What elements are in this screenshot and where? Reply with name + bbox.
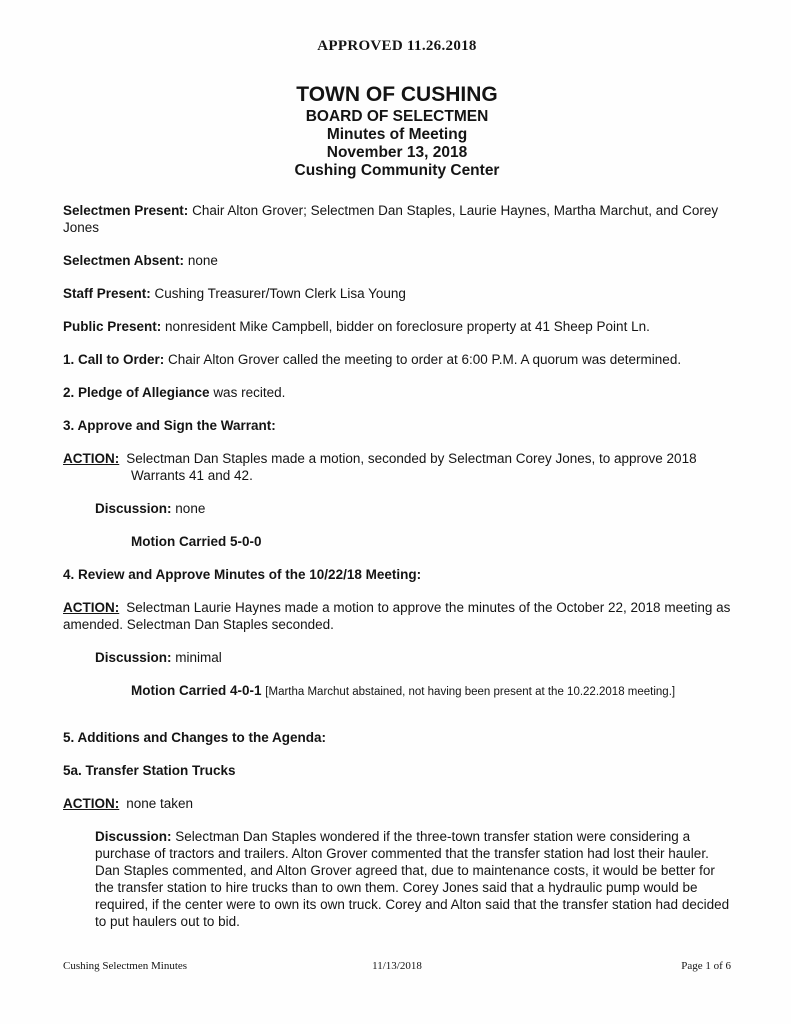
- item-5-heading: 5. Additions and Changes to the Agenda:: [63, 730, 327, 745]
- selectmen-present-paragraph: [63, 202, 731, 236]
- selectmen-present-label: Selectmen Present:: [63, 203, 189, 218]
- document-header: [63, 83, 731, 180]
- action-1-text: Selectman Dan Staples made a motion, seconded by Selectman Corey Jones, to approve 2018 Warrants 41 and 42.: [126, 451, 697, 483]
- discussion-1-label: Discussion:: [95, 501, 172, 516]
- item-3-heading: 3. Approve and Sign the Warrant:: [63, 418, 276, 433]
- selectmen-present-text: Chair Alton Grover; Selectmen Dan Staples, Laurie Haynes, Martha Marchut, and Corey Jones: [63, 203, 719, 235]
- footer-date: 11/13/2018: [372, 960, 422, 972]
- action-3-label: ACTION:: [63, 796, 120, 811]
- action-2-text: Selectman Laurie Haynes made a motion to approve the minutes of the October 22, 2018 meeting as amended. Selectman Dan Staples seconded.: [63, 600, 731, 632]
- staff-present-label: Staff Present:: [63, 286, 151, 301]
- selectmen-absent-label: Selectmen Absent:: [63, 253, 185, 268]
- header-venue: Cushing Community Center: [294, 162, 500, 179]
- item-1-call-to-order: [63, 351, 731, 368]
- item-1-label: 1. Call to Order:: [63, 352, 165, 367]
- header-doc-type: Minutes of Meeting: [326, 126, 468, 143]
- motion-carried-2-paragraph: [131, 682, 731, 701]
- motion-carried-2: Motion Carried 4-0-1: [131, 683, 262, 698]
- discussion-3-paragraph: [95, 828, 731, 930]
- discussion-2-label: Discussion:: [95, 650, 172, 665]
- discussion-2-paragraph: [95, 649, 731, 666]
- action-1-label: ACTION:: [63, 451, 120, 466]
- discussion-1-paragraph: [95, 500, 731, 517]
- footer-doc-name: Cushing Selectmen Minutes: [63, 960, 188, 972]
- discussion-2-text: minimal: [175, 650, 222, 665]
- motion-carried-2-note: [Martha Marchut abstained, not having been present at the 10.22.2018 meeting.]: [265, 686, 676, 698]
- item-2-label: 2. Pledge of Allegiance: [63, 385, 210, 400]
- public-present-paragraph: [63, 318, 731, 335]
- approved-stamp: APPROVED 11.26.2018: [317, 38, 477, 54]
- item-5a-heading: 5a. Transfer Station Trucks: [63, 763, 236, 778]
- staff-present-text: Cushing Treasurer/Town Clerk Lisa Young: [154, 286, 406, 301]
- action-2-paragraph: [63, 599, 731, 633]
- selectmen-absent-paragraph: [63, 252, 731, 269]
- public-present-text: nonresident Mike Campbell, bidder on foreclosure property at 41 Sheep Point Ln.: [165, 319, 650, 334]
- selectmen-absent-text: none: [187, 253, 218, 268]
- action-2-label: ACTION:: [63, 600, 120, 615]
- public-present-label: Public Present:: [63, 319, 162, 334]
- header-subtitle: BOARD OF SELECTMEN: [305, 108, 489, 125]
- discussion-1-text: none: [175, 501, 206, 516]
- item-1-text: Chair Alton Grover called the meeting to order at 6:00 P.M. A quorum was determined.: [168, 352, 682, 367]
- footer-page-number: Page 1 of 6: [681, 960, 732, 972]
- item-2-text: was recited.: [213, 385, 286, 400]
- action-1-paragraph: [63, 450, 731, 484]
- item-2-pledge: [63, 384, 731, 401]
- action-3-paragraph: [63, 795, 731, 812]
- page-footer: [63, 958, 731, 975]
- discussion-3-label: Discussion:: [95, 829, 172, 844]
- staff-present-paragraph: [63, 285, 731, 302]
- action-3-text: none taken: [126, 796, 194, 811]
- discussion-3-text: Selectman Dan Staples wondered if the three-town transfer station were considering a purchase of tractors and trailers. Alton Grover commented that the transfer station had lost their hauler. Dan Staples commented, and Alton Grover agreed that, due to maintenance costs, it would be better for the transfer station to hire trucks than to own them. Corey Jones said that a hydraulic pump would be required, if the center were to own its own truck. Corey and Alton said that the transfer station had decided to put haulers out to bid.: [95, 829, 730, 929]
- item-4-heading: 4. Review and Approve Minutes of the 10/22/18 Meeting:: [63, 567, 422, 582]
- page-title: TOWN OF CUSHING: [296, 83, 498, 106]
- motion-carried-1: Motion Carried 5-0-0: [131, 534, 262, 549]
- header-meeting-date: November 13, 2018: [326, 144, 468, 161]
